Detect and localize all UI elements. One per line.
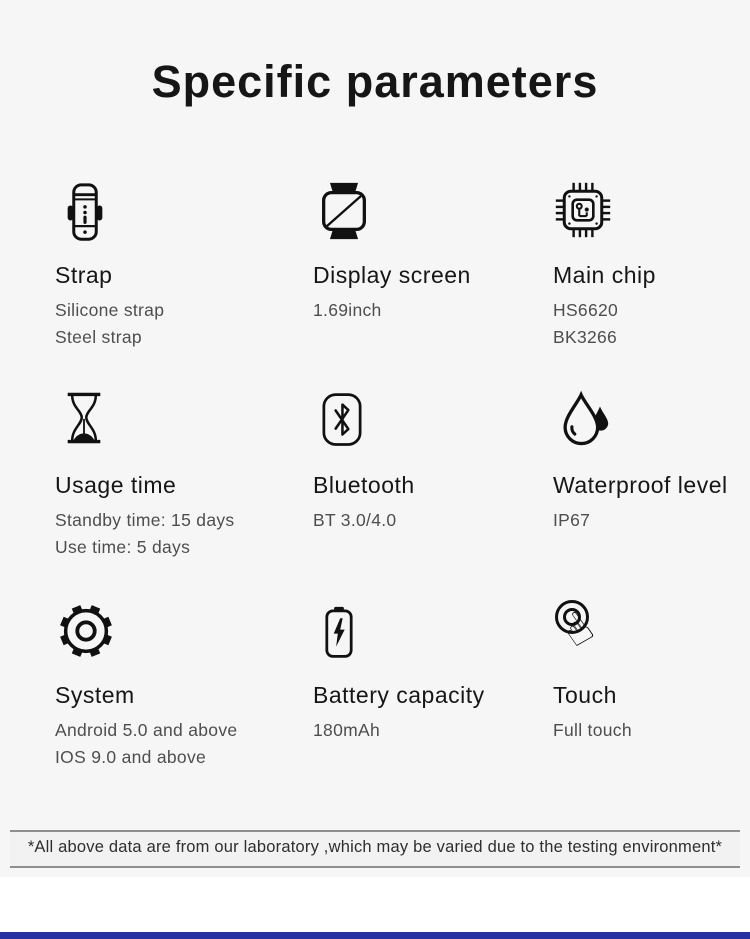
spec-label: System (55, 682, 135, 708)
waterdrop-icon (553, 390, 750, 454)
spec-cell-touch (553, 600, 750, 810)
spec-value: IP67 (553, 510, 591, 530)
battery-icon (313, 600, 553, 664)
spec-value: HS6620 (553, 300, 619, 320)
spec-grid (55, 180, 750, 810)
accent-bar (0, 932, 750, 939)
spec-value: BK3266 (553, 327, 618, 347)
spec-value: BT 3.0/4.0 (313, 510, 397, 530)
spec-cell-usage-time (55, 390, 313, 600)
hourglass-icon (55, 390, 313, 454)
spec-label: Strap (55, 262, 113, 288)
gear-icon (55, 600, 313, 664)
spec-value: Use time: 5 days (55, 537, 191, 557)
spec-value: Standby time: 15 days (55, 510, 235, 530)
spec-value: 180mAh (313, 720, 380, 740)
bottom-spacer (0, 877, 750, 932)
spec-value: IOS 9.0 and above (55, 747, 207, 767)
spec-label: Waterproof level (553, 472, 728, 498)
footer-note: *All above data are from our laboratory ,which may be varied due to the testing environment* (10, 830, 740, 868)
spec-label: Main chip (553, 262, 656, 288)
spec-cell-battery (313, 600, 553, 810)
page-title: Specific parameters (151, 56, 599, 107)
watch-screen-icon (313, 180, 553, 244)
bluetooth-icon (313, 390, 553, 454)
watch-strap-icon (55, 180, 313, 244)
spec-cell-system (55, 600, 313, 810)
spec-value: Silicone strap (55, 300, 165, 320)
spec-cell-waterproof (553, 390, 750, 600)
spec-label: Touch (553, 682, 617, 708)
chip-icon (553, 180, 750, 244)
spec-label: Battery capacity (313, 682, 485, 708)
spec-value: 1.69inch (313, 300, 382, 320)
spec-value: Android 5.0 and above (55, 720, 238, 740)
spec-label: Bluetooth (313, 472, 415, 498)
spec-cell-chip (553, 180, 750, 390)
touch-icon (553, 600, 633, 664)
spec-value: Steel strap (55, 327, 142, 347)
pointing-hand-icon: ☝ (552, 602, 603, 659)
spec-label: Usage time (55, 472, 177, 498)
spec-cell-bluetooth (313, 390, 553, 600)
spec-label: Display screen (313, 262, 471, 288)
spec-cell-display (313, 180, 553, 390)
spec-cell-strap (55, 180, 313, 390)
spec-value: Full touch (553, 720, 632, 740)
